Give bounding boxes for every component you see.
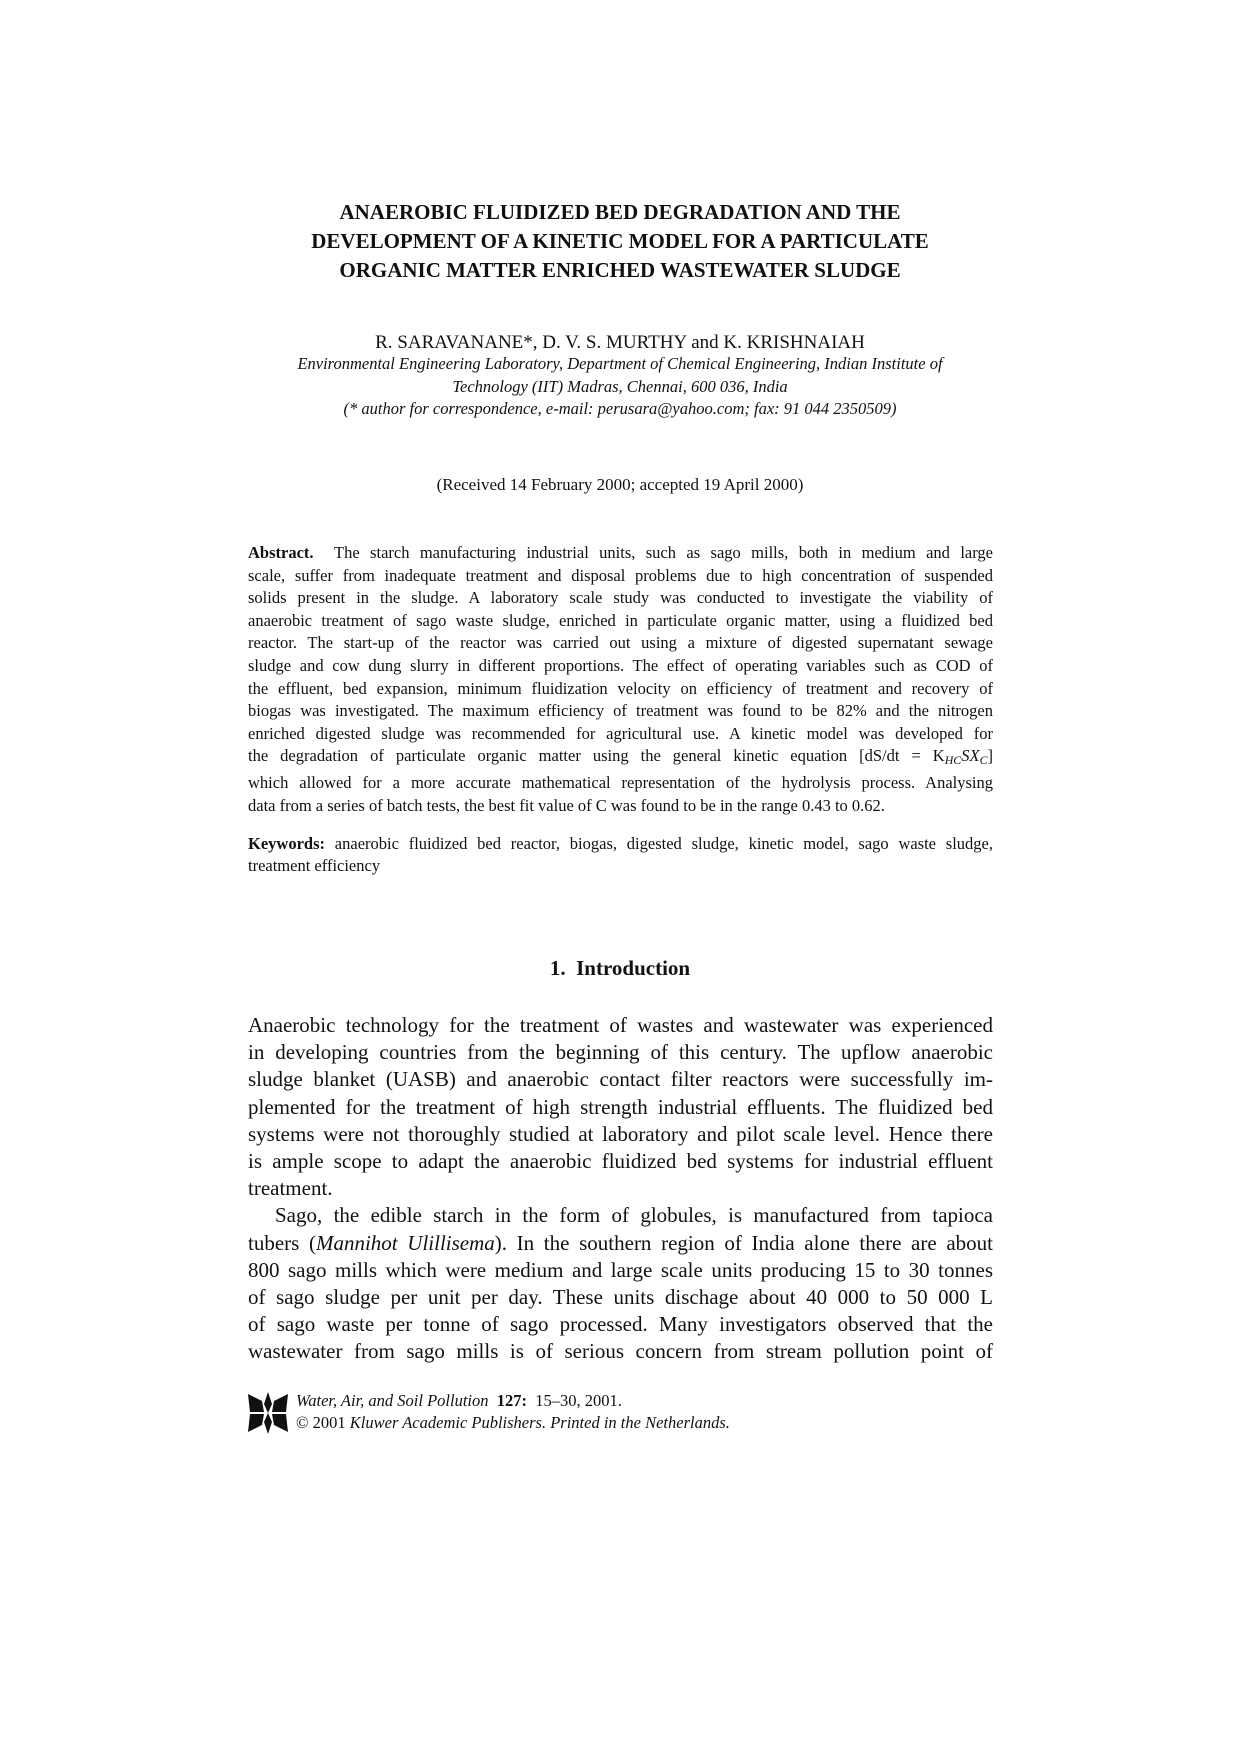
keywords-label: Keywords: [248, 834, 325, 853]
affiliation-line-3: (* author for correspondence, e-mail: perusara@yahoo.com; fax: 91 044 2350509) [343, 399, 897, 418]
journal-volume: 127: [496, 1391, 528, 1410]
keywords-line: Keywords: anaerobic fluidized bed reactor, biogas, digested sludge, kinetic model, sago waste sludge, [248, 834, 994, 853]
footer-citation [296, 1390, 730, 1434]
paragraph-line: 800 sago mills which were medium and large scale units producing 15 to 30 tonnes [248, 1257, 993, 1282]
author-affiliation [248, 353, 992, 421]
copyright-year: 2001 [312, 1413, 346, 1432]
equation-subscript-hc: HC [944, 753, 962, 768]
journal-pages: 15–30, 2001. [535, 1391, 622, 1410]
publisher-name: Kluwer Academic Publishers. Printed in the Netherlands. [349, 1413, 730, 1432]
paragraph-line: treatment. [248, 1176, 333, 1201]
footer-journal-line [296, 1390, 730, 1412]
paragraph-line: plemented for the treatment of high strength industrial effluents. The fluidized bed [248, 1094, 993, 1119]
abstract-line: which allowed for a more accurate mathematical representation of the hydrolysis process. Analysing [248, 772, 993, 792]
section-number: 1. [549, 956, 566, 980]
publisher-logo-icon [248, 1392, 288, 1434]
abstract-line: anaerobic treatment of sago waste sludge, enriched in particulate organic matter, using a fluidized bed [248, 610, 993, 630]
abstract-line: data from a series of batch tests, the best fit value of C was found to be in the range 0.43 to 0.62. [248, 795, 885, 815]
abstract-line: solids present in the sludge. A laboratory scale study was conducted to investigate the viability of [248, 588, 993, 608]
section-heading-introduction [248, 954, 992, 982]
abstract-line: biogas was investigated. The maximum efficiency of treatment was found to be 82% and the nitrogen [248, 701, 993, 721]
abstract-line: reactor. The start-up of the reactor was carried out using a mixture of digested supernatant sewage [248, 633, 993, 653]
abstract-line: scale, suffer from inadequate treatment and disposal problems due to high concentration of suspended [248, 565, 993, 585]
species-name: Mannihot Ulillisema [315, 1230, 495, 1255]
keywords-line: treatment efficiency [248, 856, 381, 875]
paper-title [248, 198, 992, 285]
abstract-line: Abstract. The starch manufacturing industrial units, such as sago mills, both in medium and large [248, 543, 993, 562]
paragraph-line: in developing countries from the beginning of this century. The upflow anaerobic [248, 1040, 993, 1065]
abstract-line: enriched digested sludge was recommended for agricultural use. A kinetic model was developed for [248, 723, 993, 743]
received-dates: (Received 14 February 2000; accepted 19 April 2000) [436, 475, 804, 494]
abstract [248, 542, 993, 817]
footer-copyright-line [296, 1412, 730, 1434]
abstract-line: sludge and cow dung slurry in different proportions. The effect of operating variables such as COD of [248, 655, 993, 675]
abstract-line-equation: the degradation of particulate organic matter using the general kinetic equation $[dS/dt = K_{HC}SX_C]$ [248, 746, 993, 768]
paragraph-line: of sago sludge per unit per day. These units dischage about 40 000 to 50 000 L [248, 1285, 993, 1310]
abstract-label: Abstract. [248, 543, 314, 562]
paragraph-line: systems were not thoroughly studied at laboratory and pilot scale level. Hence there [248, 1121, 993, 1146]
paragraph-line: tubers (Mannihot Ulillisema). In the southern region of India alone there are about [248, 1230, 993, 1255]
journal-name: Water, Air, and Soil Pollution [296, 1391, 489, 1410]
title-line-1: ANAEROBIC FLUIDIZED BED DEGRADATION AND THE [339, 200, 901, 224]
title-line-3: ORGANIC MATTER ENRICHED WASTEWATER SLUDGE [339, 258, 901, 282]
affiliation-line-1: Environmental Engineering Laboratory, Department of Chemical Engineering, Indian Institute of [297, 354, 943, 373]
equation-subscript-c: C [979, 753, 988, 768]
paragraph-line: wastewater from sago mills is of serious concern from stream pollution point of [248, 1339, 993, 1364]
paragraph-line: Anaerobic technology for the treatment of wastes and wastewater was experienced [248, 1013, 993, 1037]
copyright-symbol: © [296, 1413, 309, 1432]
author-list: R. SARAVANANE*, D. V. S. MURTHY and K. KRISHNAIAH [375, 332, 865, 353]
paragraph-line: Sago, the edible starch in the form of globules, is manufactured from tapioca [275, 1203, 993, 1228]
affiliation-line-2: Technology (IIT) Madras, Chennai, 600 036, India [452, 376, 788, 396]
paragraph-line: sludge blanket (UASB) and anaerobic contact filter reactors were successfully im- [248, 1067, 993, 1092]
page-footer [248, 1390, 948, 1450]
introduction-body [248, 1012, 993, 1366]
equation-sx: SX [961, 746, 980, 766]
keywords [248, 833, 993, 877]
paragraph-line: is ample scope to adapt the anaerobic fluidized bed systems for industrial effluent [248, 1149, 993, 1174]
title-line-2: DEVELOPMENT OF A KINETIC MODEL FOR A PARTICULATE [311, 229, 929, 253]
section-title: Introduction [576, 956, 691, 980]
abstract-line: the effluent, bed expansion, minimum fluidization velocity on efficiency of treatment and recovery of [248, 678, 993, 698]
paragraph-line: of sago waste per tonne of sago processed. Many investigators observed that the [248, 1312, 993, 1337]
